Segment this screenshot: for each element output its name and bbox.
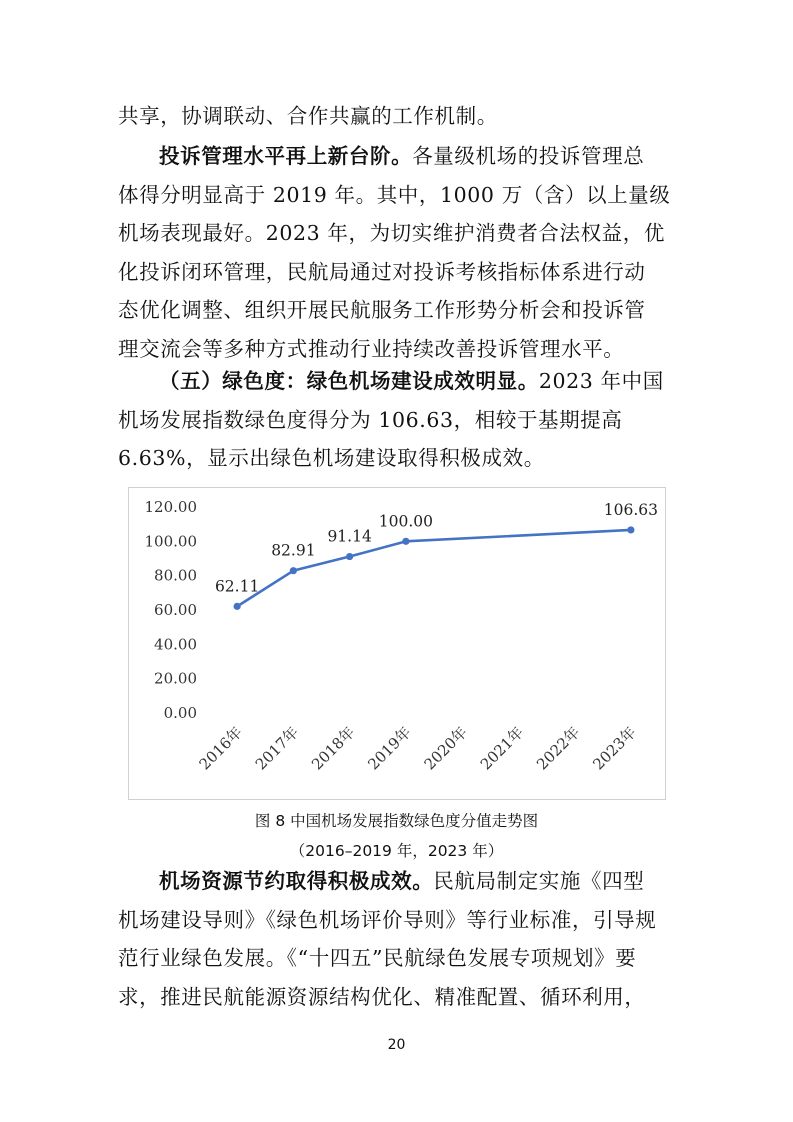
caption-title: 图 8 中国机场发展指数绿色度分值走势图 bbox=[254, 812, 539, 830]
chart-container bbox=[128, 487, 666, 800]
paragraph-1 bbox=[118, 97, 678, 136]
x-tick-label: 2016年 bbox=[195, 723, 246, 774]
x-tick-label: 2017年 bbox=[251, 723, 303, 774]
text-line: 体得分明显高于 2019 年。其中，1000 万（含）以上量级 bbox=[118, 182, 671, 207]
caption-subtitle: （2016–2019 年，2023 年） bbox=[289, 842, 504, 860]
text-run: 民航局制定实施《四型 bbox=[433, 869, 645, 893]
y-tick-label: 120.00 bbox=[144, 498, 197, 516]
y-tick-label: 20.00 bbox=[154, 669, 197, 688]
data-point bbox=[402, 538, 409, 545]
paragraph-3 bbox=[118, 362, 678, 478]
page-number: 20 bbox=[387, 1037, 406, 1053]
y-tick-label: 60.00 bbox=[154, 601, 197, 619]
paragraph-4 bbox=[118, 862, 678, 1016]
text-line bbox=[118, 862, 678, 901]
text-line: 求，推进民航能源资源结构优化、精准配置、循环利用， bbox=[118, 984, 646, 1009]
data-point bbox=[346, 553, 353, 560]
line-chart bbox=[129, 488, 665, 799]
y-tick-label: 40.00 bbox=[154, 635, 197, 654]
text-line: 范行业绿色发展。《“十四五”民航绿色发展专项规划》要 bbox=[118, 946, 637, 971]
data-point bbox=[290, 567, 297, 574]
section-heading: （五）绿色度：绿色机场建设成效明显。 bbox=[159, 369, 539, 393]
x-tick-label: 2019年 bbox=[364, 723, 415, 774]
data-label: 106.63 bbox=[603, 500, 658, 519]
text-line: 态优化调整、组织开展民航服务工作形势分析会和投诉管 bbox=[118, 298, 646, 323]
text-line: 6.63%，显示出绿色机场建设取得积极成效。 bbox=[118, 446, 545, 471]
text-line: 机场发展指数绿色度得分为 106.63，相较于基期提高 bbox=[118, 407, 623, 432]
y-tick-label: 100.00 bbox=[144, 532, 197, 551]
text-line: 共享，协调联动、合作共赢的工作机制。 bbox=[118, 104, 498, 128]
y-tick-label: 0.00 bbox=[163, 704, 197, 722]
x-tick-label: 2021年 bbox=[476, 723, 528, 774]
data-label: 62.11 bbox=[214, 577, 260, 596]
text-line: 机场建设导则》《绿色机场评价导则》等行业标准，引导规 bbox=[118, 907, 657, 932]
data-label: 91.14 bbox=[327, 527, 372, 546]
text-run: 各量级机场的投诉管理总 bbox=[412, 144, 645, 168]
data-label: 82.91 bbox=[271, 541, 316, 560]
text-run: 2023 年中国 bbox=[538, 369, 664, 393]
paragraph-heading: 投诉管理水平再上新台阶。 bbox=[159, 144, 413, 168]
x-tick-label: 2022年 bbox=[533, 723, 584, 774]
x-tick-label: 2023年 bbox=[589, 723, 640, 774]
paragraph-heading: 机场资源节约取得积极成效。 bbox=[159, 869, 434, 893]
y-tick-label: 80.00 bbox=[154, 566, 197, 585]
data-point bbox=[627, 526, 634, 533]
text-line bbox=[118, 137, 678, 176]
x-tick-label: 2018年 bbox=[308, 723, 359, 774]
text-line: 机场表现最好。2023 年，为切实维护消费者合法权益，优 bbox=[118, 221, 665, 246]
text-line: 化投诉闭环管理，民航局通过对投诉考核指标体系进行动 bbox=[118, 259, 646, 284]
x-tick-label: 2020年 bbox=[420, 723, 471, 774]
data-point bbox=[234, 603, 241, 610]
data-label: 100.00 bbox=[378, 512, 433, 531]
text-line bbox=[118, 362, 678, 401]
paragraph-2 bbox=[118, 137, 678, 369]
figure-caption bbox=[0, 809, 793, 861]
text-line: 理交流会等多种方式推动行业持续改善投诉管理水平。 bbox=[118, 336, 625, 361]
